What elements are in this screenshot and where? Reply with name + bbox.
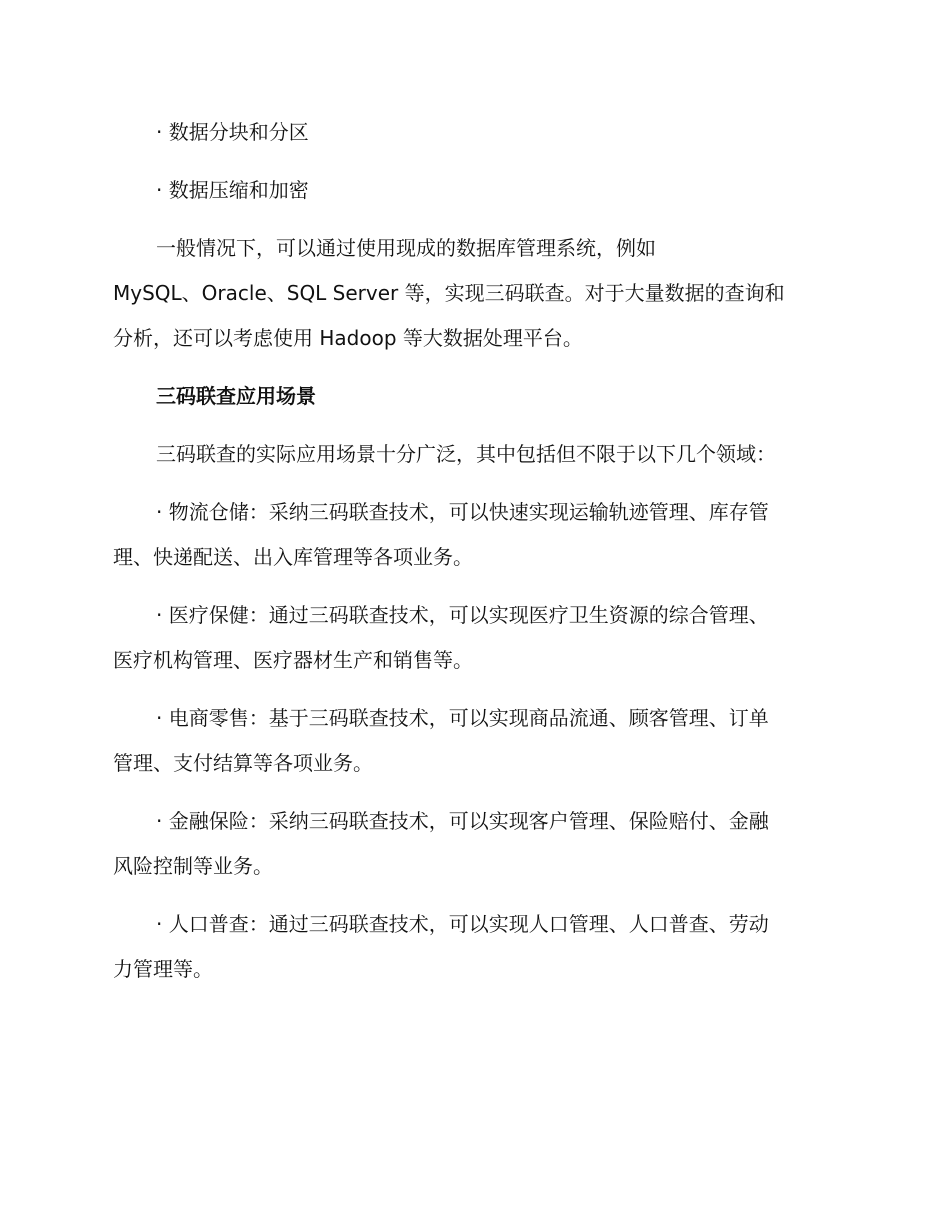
bullet-data-compression: · 数据压缩和加密 (156, 178, 309, 202)
bullet-census: · 人口普查：通过三码联查技术，可以实现人口管理、人口普查、劳动 力管理等。 (113, 912, 769, 981)
bullet-healthcare: · 医疗保健：通过三码联查技术，可以实现医疗卫生资源的综合管理、 医疗机构管理、医疗器材生产和销售等。 (113, 603, 769, 672)
document-body (113, 110, 829, 1005)
bullet-ecommerce: · 电商零售：基于三码联查技术，可以实现商品流通、顾客管理、订单 管理、支付结算等各项业务。 (113, 706, 769, 775)
paragraph-dbms-options: 一般情况下，可以通过使用现成的数据库管理系统，例如 MySQL、Oracle、SQL Server 等，实现三码联查。对于大量数据的查询和 分析，还可以考虑使用 Hadoop 等大数据处理平台。 (113, 236, 785, 350)
bullet-logistics: · 物流仓储：采纳三码联查技术，可以快速实现运输轨迹管理、库存管 理、快递配送、出入库管理等各项业务。 (113, 500, 769, 569)
bullet-data-partitioning: · 数据分块和分区 (156, 120, 309, 144)
bullet-finance: · 金融保险：采纳三码联查技术，可以实现客户管理、保险赔付、金融 风险控制等业务。 (113, 809, 769, 878)
paragraph-scenarios-intro: 三码联查的实际应用场景十分广泛，其中包括但不限于以下几个领域： (156, 442, 776, 466)
section-heading: 三码联查应用场景 (156, 384, 316, 408)
